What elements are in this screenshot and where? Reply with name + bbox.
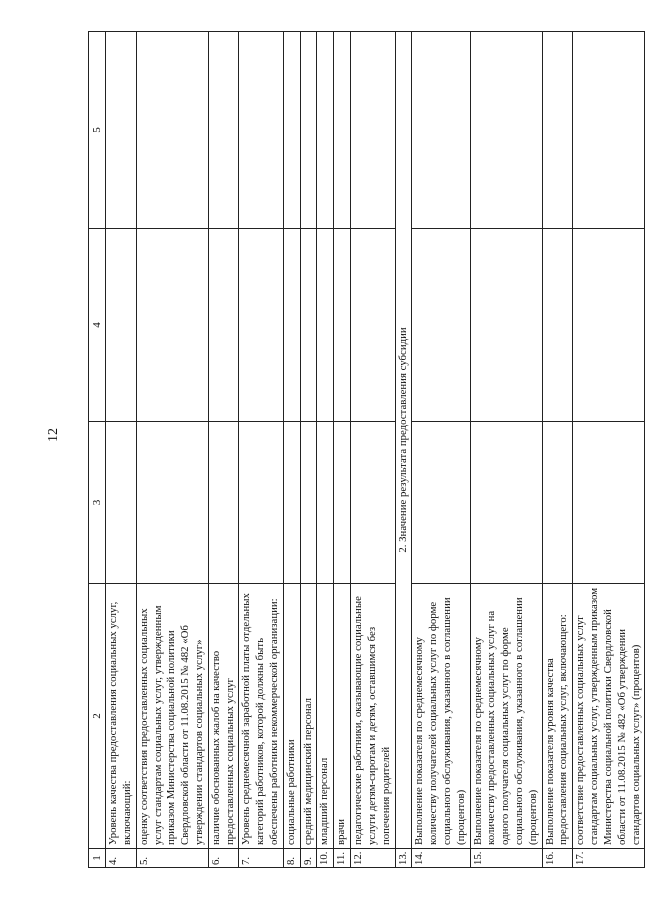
empty-cell [136, 32, 208, 229]
row-number: 15. [470, 849, 542, 868]
empty-cell [334, 422, 351, 584]
empty-cell [317, 422, 334, 584]
row-text: средний медицинский персонал [300, 584, 317, 849]
table-header-row [89, 32, 106, 868]
row-number: 6. [208, 849, 239, 868]
row-text: врачи [334, 584, 351, 849]
empty-cell [300, 32, 317, 229]
row-number: 9. [300, 849, 317, 868]
row-text: Выполнение показателя уровня качества предоставления социальных услуг, включающего: [542, 584, 573, 849]
empty-cell [300, 422, 317, 584]
row-text: соответствие предоставленных социальных услуг стандартам социальных услуг, утвержденным приказом Министерства социальной политики Свердловской области от 11.08.2015 № 482 «Об утверждении стандартов социальных услуг» (процентов) [573, 584, 645, 849]
empty-cell [412, 422, 470, 584]
empty-cell [334, 32, 351, 229]
table-row [573, 32, 645, 868]
table-row [412, 32, 470, 868]
row-number: 13. [395, 849, 412, 868]
empty-cell [542, 229, 573, 422]
section-row [395, 32, 412, 868]
empty-cell [208, 32, 239, 229]
table-row [106, 32, 137, 868]
empty-cell [239, 229, 283, 422]
empty-cell [573, 229, 645, 422]
empty-cell [351, 32, 395, 229]
header-col-2: 2 [89, 584, 106, 849]
header-col-1: 1 [89, 849, 106, 868]
page-number: 12 [46, 428, 61, 442]
table-row [283, 32, 300, 868]
table-row [542, 32, 573, 868]
row-number: 11. [334, 849, 351, 868]
empty-cell [283, 422, 300, 584]
empty-cell [412, 229, 470, 422]
section-heading: 2. Значение результата предоставления субсидии [395, 32, 412, 849]
table-row [300, 32, 317, 868]
empty-cell [542, 32, 573, 229]
empty-cell [334, 229, 351, 422]
row-number: 14. [412, 849, 470, 868]
empty-cell [239, 422, 283, 584]
empty-cell [542, 422, 573, 584]
row-number: 17. [573, 849, 645, 868]
empty-cell [106, 422, 137, 584]
row-number: 5. [136, 849, 208, 868]
table-row [470, 32, 542, 868]
empty-cell [239, 32, 283, 229]
empty-cell [351, 229, 395, 422]
indicators-table [88, 31, 645, 868]
row-text: наличие обоснованных жалоб на качество предоставленных социальных услуг [208, 584, 239, 849]
empty-cell [317, 32, 334, 229]
row-number: 10. [317, 849, 334, 868]
table-row [334, 32, 351, 868]
empty-cell [106, 229, 137, 422]
empty-cell [573, 422, 645, 584]
empty-cell [470, 422, 542, 584]
header-col-4: 4 [89, 229, 106, 422]
row-number: 7. [239, 849, 283, 868]
header-col-3: 3 [89, 422, 106, 584]
table-row [239, 32, 283, 868]
row-text: Выполнение показателя по среднемесячному количеству получателей социальных услуг по форме социального обслуживания, указанного в соглашении (процентов) [412, 584, 470, 849]
table-row [136, 32, 208, 868]
empty-cell [283, 32, 300, 229]
empty-cell [208, 422, 239, 584]
empty-cell [351, 422, 395, 584]
row-number: 16. [542, 849, 573, 868]
row-number: 4. [106, 849, 137, 868]
empty-cell [283, 229, 300, 422]
empty-cell [470, 229, 542, 422]
row-text: педагогические работники, оказывающие социальные услуги детям-сиротам и детям, оставшимся без попечения родителей [351, 584, 395, 849]
empty-cell [106, 32, 137, 229]
table-row [208, 32, 239, 868]
table-row [317, 32, 334, 868]
row-text: социальные работники [283, 584, 300, 849]
row-number: 12. [351, 849, 395, 868]
row-text: Уровень среднемесячной заработной платы отдельных категорий работников, которой должны быть обеспечены работники некоммерческой организации: [239, 584, 283, 849]
empty-cell [412, 32, 470, 229]
rotated-table-wrapper [88, 32, 642, 868]
empty-cell [317, 229, 334, 422]
empty-cell [300, 229, 317, 422]
row-text: Уровень качества предоставления социальных услуг, включающий: [106, 584, 137, 849]
row-number: 8. [283, 849, 300, 868]
empty-cell [470, 32, 542, 229]
table-row [351, 32, 395, 868]
empty-cell [208, 229, 239, 422]
row-text: младший персонал [317, 584, 334, 849]
row-text: оценку соответствия предоставленных социальных услуг стандартам социальных услуг, утвержденным приказом Министерства социальной политики Свердловской области от 11.08.2015 № 482 «Об утверждении стандартов социальных услуг» [136, 584, 208, 849]
header-col-5: 5 [89, 32, 106, 229]
empty-cell [573, 32, 645, 229]
empty-cell [136, 229, 208, 422]
empty-cell [136, 422, 208, 584]
row-text: Выполнение показателя по среднемесячному количеству предоставленных социальных услуг на одного получателя социальных услуг по форме социального обслуживания, указанного в соглашении (процентов) [470, 584, 542, 849]
